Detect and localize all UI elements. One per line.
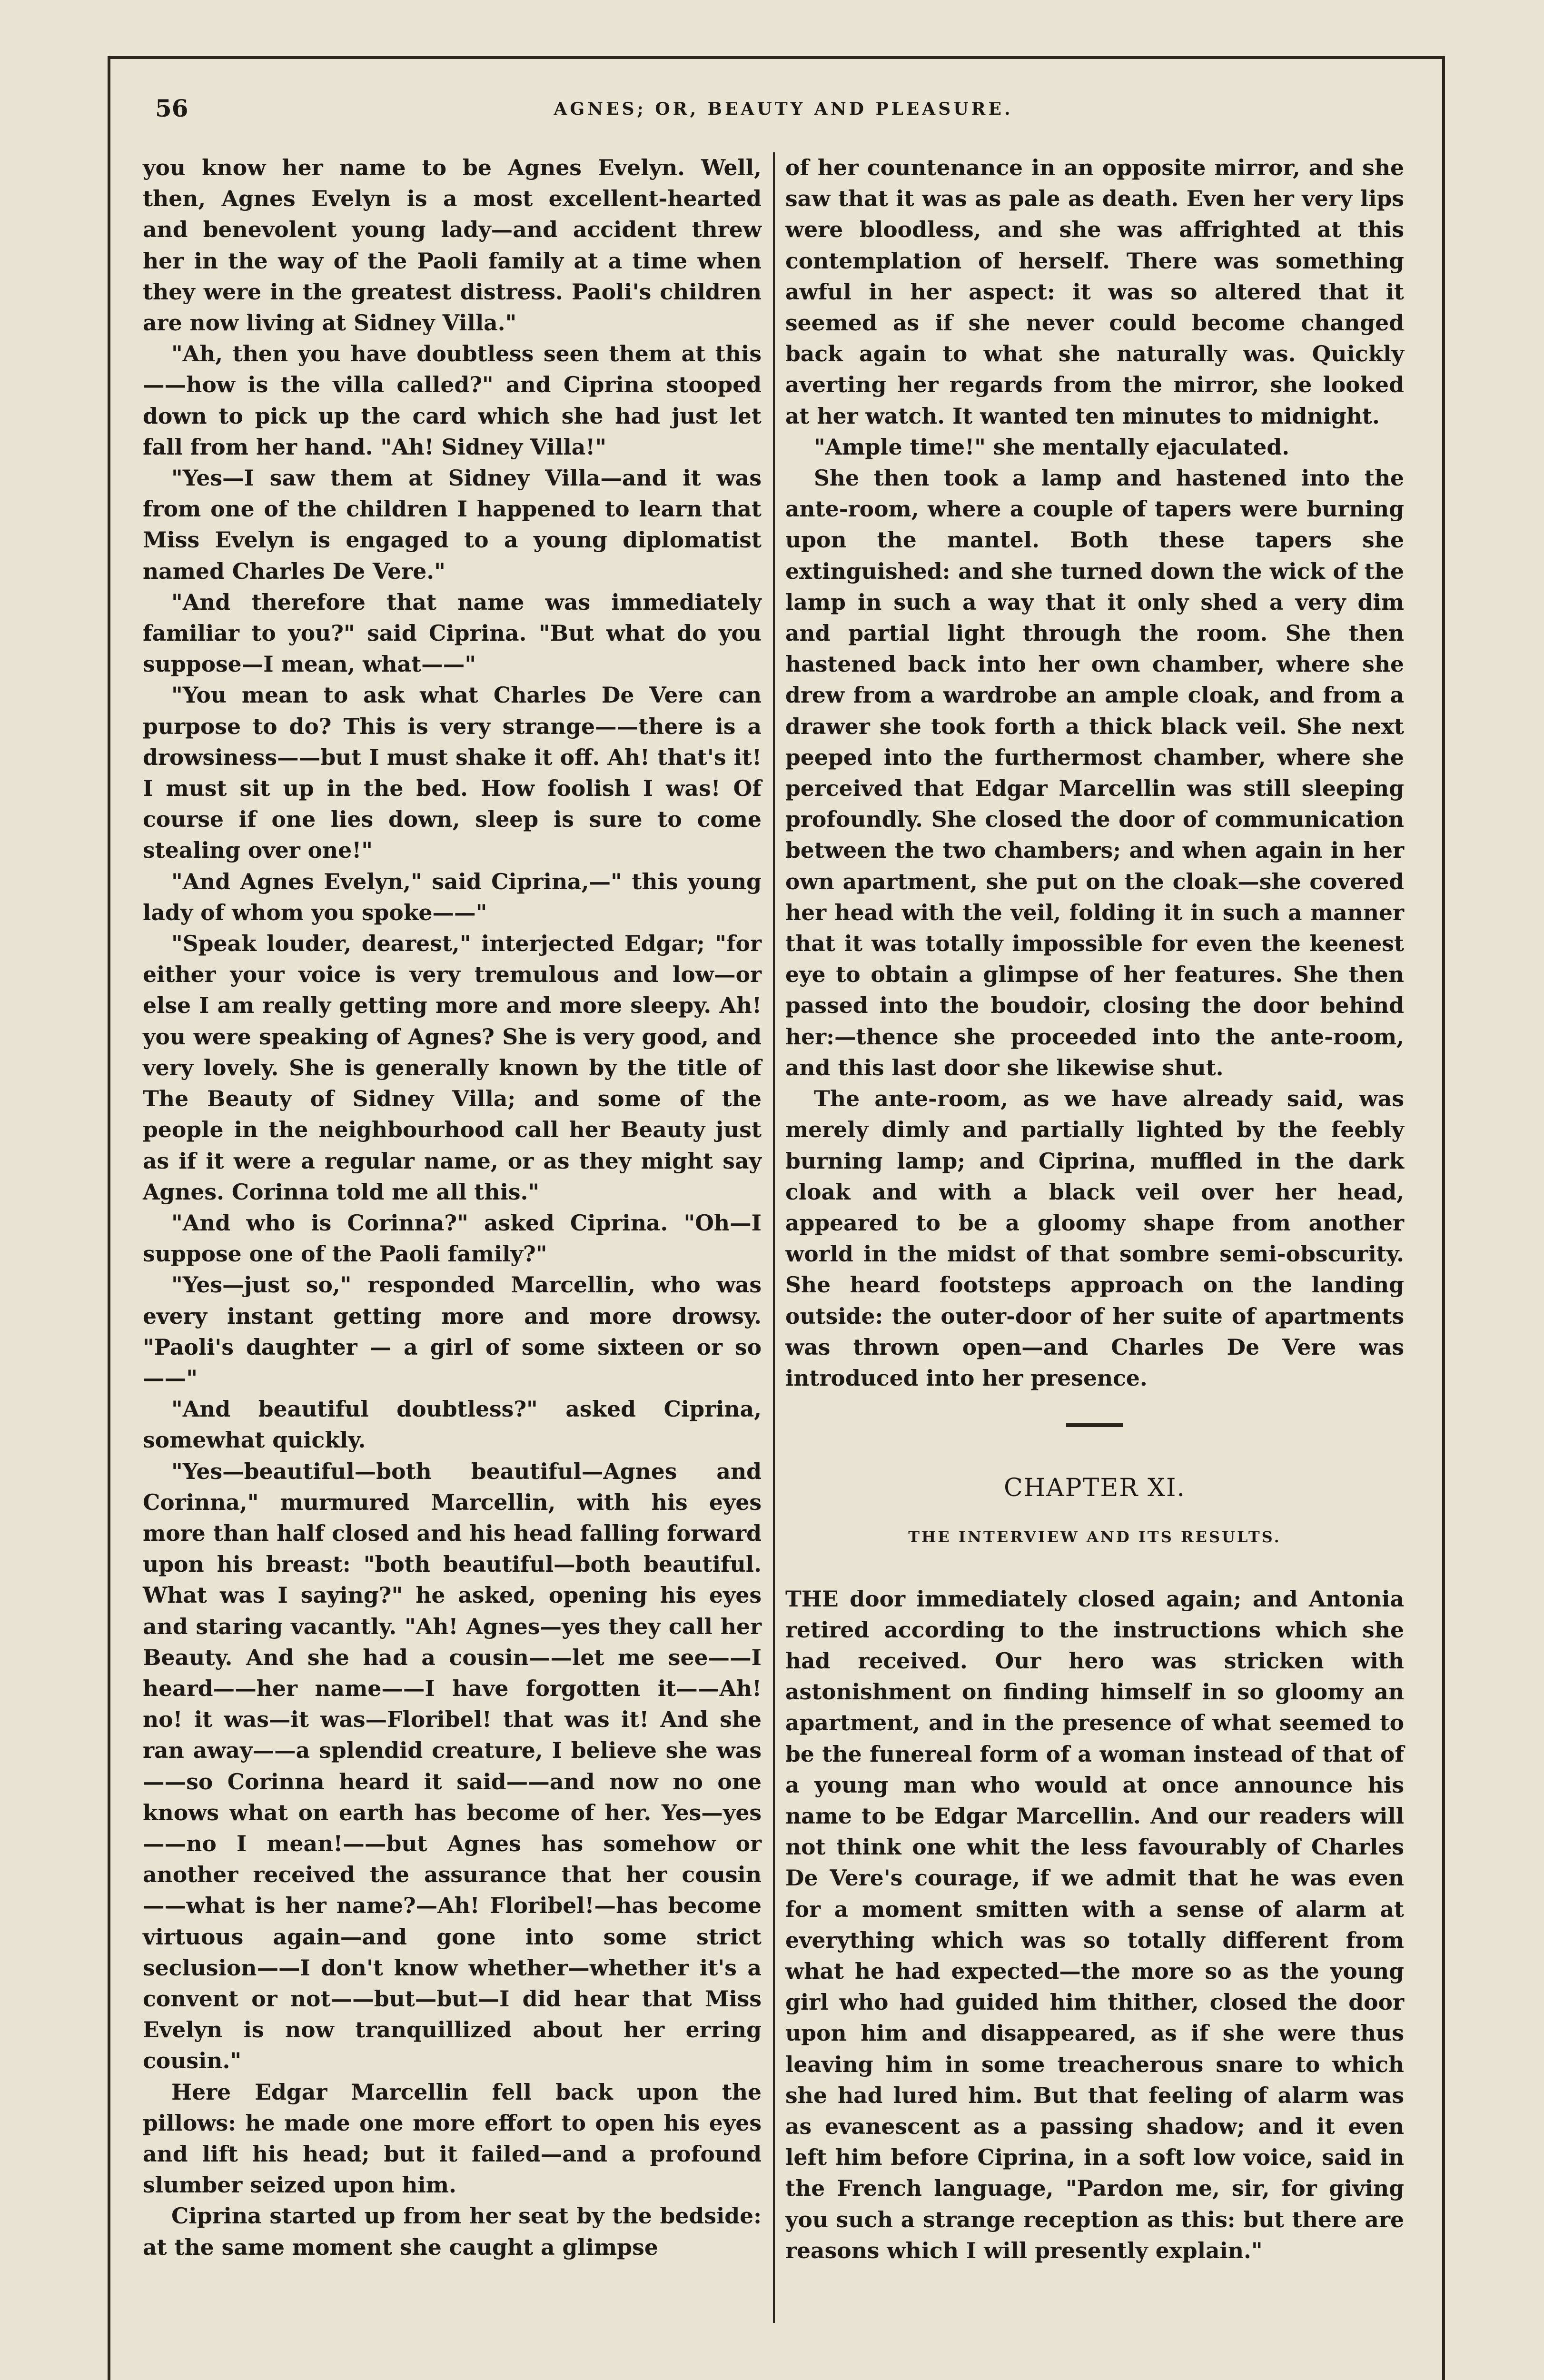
left-column	[143, 152, 762, 2263]
paragraph: "Ample time!" she mentally ejaculated.	[814, 434, 1290, 460]
chapter-subtitle: THE INTERVIEW AND ITS RESULTS.	[908, 1528, 1281, 1547]
paragraph: "Yes—I saw them at Sidney Villa—and it was from one of the children I happened to learn that Miss Evelyn is engaged to a young diplomatist named Charles De Vere."	[143, 465, 762, 584]
page-header	[155, 94, 1412, 132]
paragraph: "Yes—beautiful—both beautiful—Agnes and Corinna," murmured Marcellin, with his eyes more than half closed and his head falling forward upon his breast: "both beautiful—both beautiful. What was I saying?" he asked, opening his eyes and staring vacantly. "Ah! Agnes—yes they call her Beauty. And she had a cousin——let me see——I heard——her name——I have forgotten it——Ah! no! it was—it was—Floribel! that was it! And she ran away——a splendid creature, I believe she was——so Corinna heard it said——and now no one knows what on earth has become of her. Yes—yes——no I mean!——but Agnes has somehow or another received the assurance that her cousin——what is her name?—Ah! Floribel!—has become virtuous again—and gone into some strict seclusion——I don't know whether—whether it's a convent or not——but—but—I did hear that Miss Evelyn is now tranquillized about her erring cousin."	[143, 1458, 762, 2074]
column-divider	[773, 152, 775, 2323]
section-rule	[1066, 1423, 1123, 1427]
page-number: 56	[155, 94, 188, 122]
paragraph: "And therefore that name was immediately familiar to you?" said Ciprina. "But what do you suppose—I mean, what——"	[143, 589, 762, 677]
paragraph: Ciprina started up from her seat by the bedside: at the same moment she caught a glimpse	[143, 2203, 762, 2260]
paragraph: "Ah, then you have doubtless seen them at this——how is the villa called?" and Ciprina stooped down to pick up the card which she had just let fall from her hand. "Ah! Sidney Villa!"	[143, 341, 762, 460]
paragraph: "Speak louder, dearest," interjected Edgar; "for either your voice is very tremulous and low—or else I am really getting more and more sleepy. Ah! you were speaking of Agnes? She is very good, and very lovely. She is generally known by the title of The Beauty of Sidney Villa; and some of the people in the neighbourhood call her Beauty just as if it were a regular name, or as they might say Agnes. Corinna told me all this."	[143, 931, 762, 1205]
paragraph: "And who is Corinna?" asked Ciprina. "Oh—I suppose one of the Paoli family?"	[143, 1210, 762, 1267]
paragraph: "Yes—just so," responded Marcellin, who was every instant getting more and more drowsy. "Paoli's daughter — a girl of some sixteen or so——"	[143, 1272, 762, 1391]
paragraph: of her countenance in an opposite mirror, and she saw that it was as pale as death. Even her very lips were bloodless, and she was affrighted at this contemplation of herself. There was something awful in her aspect: it was so altered that it seemed as if she never could become changed back again to what she naturally was. Quickly averting her regards from the mirror, she looked at her watch. It wanted ten minutes to midnight.	[785, 155, 1404, 429]
paragraph: "You mean to ask what Charles De Vere can purpose to do? This is very strange——there is a drowsiness——but I must shake it off. Ah! that's it! I must sit up in the bed. How foolish I was! Of course if one lies down, sleep is sure to come stealing over one!"	[143, 682, 762, 863]
paragraph: "And Agnes Evelyn," said Ciprina,—" this young lady of whom you spoke——"	[143, 868, 762, 925]
paragraph: THE door immediately closed again; and Antonia retired according to the instructions which she had received. Our hero was stricken with astonishment on finding himself in so gloomy an apartment, and in the presence of what seemed to be the funereal form of a woman instead of that of a young man who would at once announce his name to be Edgar Marcellin. And our readers will not think one whit the less favourably of Charles De Vere's courage, if we admit that he was even for a moment smitten with a sense of alarm at everything which was so totally different from what he had expected—the more so as the young girl who had guided him thither, closed the door upon him and disappeared, as if she were thus leaving him in some treacherous snare to which she had lured him. But that feeling of alarm was as evanescent as a passing shadow; and it even left him before Ciprina, in a soft low voice, said in the French language, "Pardon me, sir, for giving you such a strange reception as this: but there are reasons which I will presently explain."	[785, 1586, 1404, 2263]
running-title: AGNES; OR, BEAUTY AND PLEASURE.	[554, 99, 1013, 119]
paragraph: She then took a lamp and hastened into the ante-room, where a couple of tapers were burning upon the mantel. Both these tapers she extinguished: and she turned down the wick of the lamp in such a way that it only shed a very dim and partial light through the room. She then hastened back into her own chamber, where she drew from a wardrobe an ample cloak, and from a drawer she took forth a thick black veil. She next peeped into the furthermost chamber, where she perceived that Edgar Marcellin was still sleeping profoundly. She closed the door of communication between the two chambers; and when again in her own apartment, she put on the cloak—she covered her head with the veil, folding it in such a manner that it was totally impossible for even the keenest eye to obtain a glimpse of her features. She then passed into the boudoir, closing the door behind her:—thence she proceeded into the ante-room, and this last door she likewise shut.	[785, 465, 1404, 1081]
paragraph: The ante-room, as we have already said, was merely dimly and partially lighted by the feebly burning lamp; and Ciprina, muffled in the dark cloak and with a black veil over her head, appeared to be a gloomy shape from another world in the midst of that sombre semi-obscurity. She heard footsteps approach on the landing outside: the outer-door of her suite of apartments was thrown open—and Charles De Vere was introduced into her presence.	[785, 1086, 1404, 1391]
paragraph: you know her name to be Agnes Evelyn. Well, then, Agnes Evelyn is a most excellent-hearted and benevolent young lady—and accident threw her in the way of the Paoli family at a time when they were in the greatest distress. Paoli's children are now living at Sidney Villa."	[143, 155, 762, 336]
paragraph: "And beautiful doubtless?" asked Ciprina, somewhat quickly.	[143, 1396, 762, 1453]
right-column	[785, 152, 1404, 2266]
paragraph: Here Edgar Marcellin fell back upon the pillows: he made one more effort to open his eyes and lift his head; but it failed—and a profound slumber seized upon him.	[143, 2079, 762, 2198]
chapter-title: CHAPTER XI.	[1003, 1474, 1186, 1503]
